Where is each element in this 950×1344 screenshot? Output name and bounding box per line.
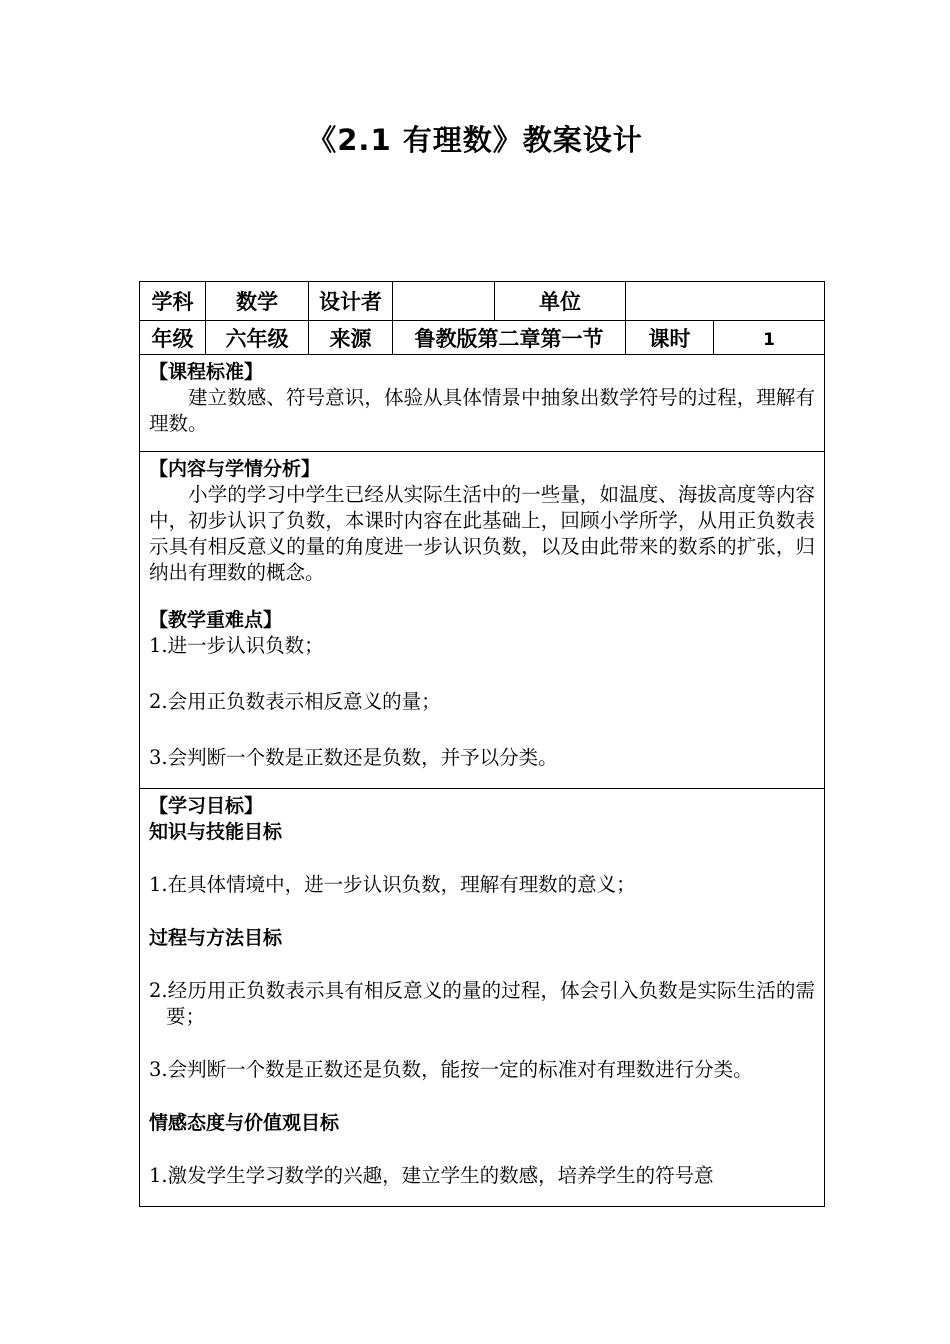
unit-value	[626, 282, 825, 321]
emotion-heading: 情感态度与价值观目标	[149, 1112, 340, 1134]
subject-value: 数学	[206, 282, 309, 321]
analysis-heading: 【内容与学情分析】	[149, 458, 321, 480]
source-value: 鲁教版第二章第一节	[393, 321, 626, 355]
lesson-plan-table	[139, 281, 825, 1207]
knowledge-heading: 知识与技能目标	[149, 821, 283, 843]
period-label: 课时	[626, 321, 714, 355]
grade-label: 年级	[140, 321, 206, 355]
curriculum-row	[140, 355, 825, 452]
process-item-1: 2.经历用正负数表示具有相反意义的量的过程，体会引入负数是实际生活的需要；	[149, 979, 815, 1028]
analysis-section	[140, 452, 825, 789]
period-value	[714, 321, 825, 355]
unit-label: 单位	[495, 282, 626, 321]
subject-label: 学科	[140, 282, 206, 321]
key-point-1: 1.进一步认识负数；	[149, 634, 324, 657]
grade-value: 六年级	[206, 321, 309, 355]
designer-value	[393, 282, 495, 321]
curriculum-section	[140, 355, 825, 452]
curriculum-text: 建立数感、符号意识，体验从具体情景中抽象出数学符号的过程，理解有理数。	[149, 386, 815, 435]
info-row-2	[140, 321, 825, 355]
process-heading: 过程与方法目标	[149, 927, 283, 949]
objectives-row	[140, 789, 825, 1207]
page-title: 《2.1 有理数》教案设计	[307, 123, 643, 157]
objectives-section	[140, 789, 825, 1207]
objectives-heading: 【学习目标】	[149, 795, 264, 817]
analysis-row	[140, 452, 825, 789]
knowledge-item: 1.在具体情境中，进一步认识负数，理解有理数的意义；	[149, 873, 636, 896]
key-point-2: 2.会用正负数表示相反意义的量；	[149, 690, 441, 713]
period-number: 1	[763, 329, 775, 350]
emotion-item: 1.激发学生学习数学的兴趣，建立学生的数感，培养学生的符号意	[149, 1164, 714, 1187]
source-label: 来源	[309, 321, 393, 355]
key-point-3: 3.会判断一个数是正数还是负数，并予以分类。	[149, 746, 558, 769]
analysis-text: 小学的学习中学生已经从实际生活中的一些量，如温度、海拔高度等内容中，初步认识了负数，本课时内容在此基础上，回顾小学所学，从用正负数表示具有相反意义的量的角度进一步认识负数，以及由此带来的数系的扩张，归纳出有理数的概念。	[149, 483, 815, 584]
curriculum-heading: 【课程标准】	[149, 361, 264, 383]
key-points-heading: 【教学重难点】	[149, 609, 283, 631]
info-row-1	[140, 282, 825, 321]
process-item-2: 3.会判断一个数是正数还是负数，能按一定的标准对有理数进行分类。	[149, 1058, 753, 1081]
designer-label: 设计者	[309, 282, 393, 321]
